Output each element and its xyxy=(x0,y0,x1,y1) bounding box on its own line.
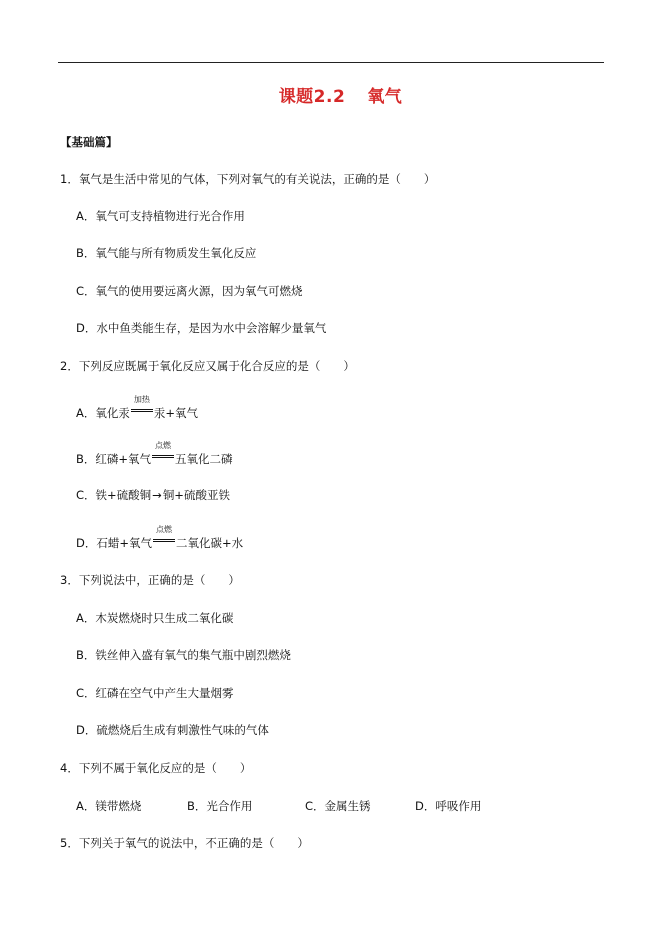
q2-d-products: 二氧化碳+水 xyxy=(176,536,244,550)
q3-stem: 3．下列说法中，正确的是（ ） xyxy=(60,573,240,587)
q2-option-d xyxy=(76,525,244,550)
q2-c-products: 铜+硫酸亚铁 xyxy=(162,488,230,502)
q1-option-d: D．水中鱼类能生存，是因为水中会溶解少量氧气 xyxy=(76,321,327,335)
header-rule xyxy=(58,62,604,63)
page-title xyxy=(0,82,661,107)
section-heading: 【基础篇】 xyxy=(60,135,118,149)
q4-option-b: B．光合作用 xyxy=(187,799,253,813)
q2-stem: 2．下列反应既属于氧化反应又属于化合反应的是（ ） xyxy=(60,359,355,373)
reaction-arrow xyxy=(153,525,175,547)
q2-c-arrow: → xyxy=(152,488,162,502)
title-main: 氧气 xyxy=(367,87,403,107)
reaction-arrow xyxy=(152,441,174,463)
q2-d-reactants: D．石蜡+氧气 xyxy=(76,536,152,550)
q2-option-c xyxy=(76,488,230,502)
reaction-arrow xyxy=(131,395,153,417)
q2-b-reactants: B．红磷+氧气 xyxy=(76,452,152,466)
q2-b-condition: 点燃 xyxy=(155,441,172,450)
q1-stem: 1．氧气是生活中常见的气体，下列对氧气的有关说法，正确的是（ ） xyxy=(60,172,436,186)
q2-a-reactants: A．氧化汞 xyxy=(76,406,130,420)
q4-option-d: D．呼吸作用 xyxy=(415,799,482,813)
q1-option-c: C．氧气的使用要远离火源，因为氧气可燃烧 xyxy=(76,284,303,298)
q3-option-d: D．硫燃烧后生成有刺激性气味的气体 xyxy=(76,723,269,737)
q1-option-a: A．氧气可支持植物进行光合作用 xyxy=(76,209,245,223)
q4-option-a: A．镁带燃烧 xyxy=(76,799,142,813)
q3-option-c: C．红磷在空气中产生大量烟雾 xyxy=(76,686,234,700)
q2-d-condition: 点燃 xyxy=(156,525,172,534)
q2-a-condition: 加热 xyxy=(133,395,150,404)
q2-b-products: 五氧化二磷 xyxy=(175,452,233,466)
title-prefix: 课题2.2 xyxy=(278,87,346,107)
q2-option-b xyxy=(76,441,233,466)
q5-stem: 5．下列关于氧气的说法中，不正确的是（ ） xyxy=(60,836,309,850)
q2-c-reactants: C．铁+硫酸铜 xyxy=(76,488,152,502)
q2-a-products: 汞+氧气 xyxy=(153,406,199,420)
q4-stem: 4．下列不属于氧化反应的是（ ） xyxy=(60,761,252,775)
q3-option-a: A．木炭燃烧时只生成二氧化碳 xyxy=(76,611,234,625)
q1-option-b: B．氧气能与所有物质发生氧化反应 xyxy=(76,246,257,260)
q3-option-b: B．铁丝伸入盛有氧气的集气瓶中剧烈燃烧 xyxy=(76,648,291,662)
q4-option-c: C．金属生锈 xyxy=(305,799,371,813)
q2-option-a xyxy=(76,395,199,420)
